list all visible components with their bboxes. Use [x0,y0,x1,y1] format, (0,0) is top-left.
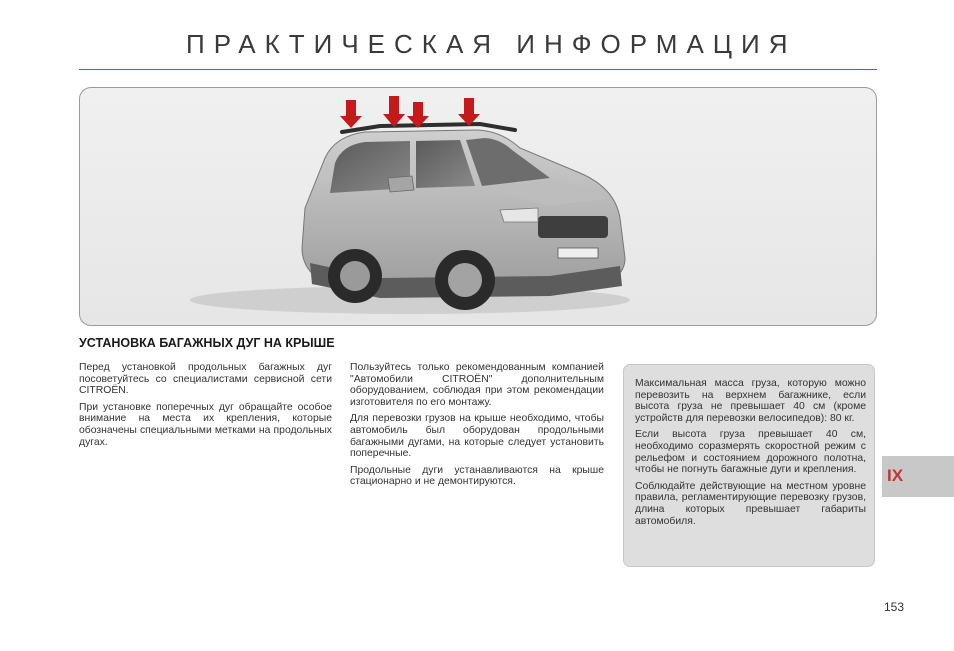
paragraph: Для перевозки грузов на крыше необходимо, чтобы автомобиль был оборудован продольными багажными дугами, на которые следует установить поперечные. [350,413,604,460]
chapter-label: IX [887,466,904,485]
note-paragraph: Соблюдайте действующие на местном уровне правила, регламентирующие перевозку грузов, длина которых превышает габариты автомобиля. [635,480,866,527]
paragraph: Перед установкой продольных багажных дуг посоветуйтесь со специалистами сервисной сети CITROËN. [79,362,332,397]
note-box [623,364,875,567]
page-title: ПРАКТИЧЕСКАЯ ИНФОРМАЦИЯ [186,29,797,59]
text-column-left [79,362,332,453]
chapter-tab [882,456,954,497]
text-column-middle [350,362,604,493]
note-paragraph: Максимальная масса груза, которую можно перевозить на верхнем багажнике, если высота груза не превышает 40 см (кроме устройств для перевозки велосипедов): 80 кг. [635,378,866,424]
paragraph: Пользуйтесь только рекомендованным компанией "Автомобили CITROËN" дополнительным оборудованием, соблюдая при этом рекомендации изготовителя по его монтажу. [350,362,604,408]
section-heading: УСТАНОВКА БАГАЖНЫХ ДУГ НА КРЫШЕ [79,336,335,350]
page-number: 153 [884,600,905,614]
paragraph: При установке поперечных дуг обращайте особое внимание на места их крепления, которые обозначены специальными метками на продольных дугах. [79,401,332,448]
note-paragraph: Если высота груза превышает 40 см, необходимо соразмерять скоростной режим с рельефом и состоянием дорожного полотна, чтобы не погнуть багажные дуги и крепления. [635,429,866,476]
title-divider [79,69,877,70]
car-roof-bars-illustration [79,87,877,326]
paragraph: Продольные дуги устанавливаются на крыше стационарно и не демонтируются. [350,464,604,488]
